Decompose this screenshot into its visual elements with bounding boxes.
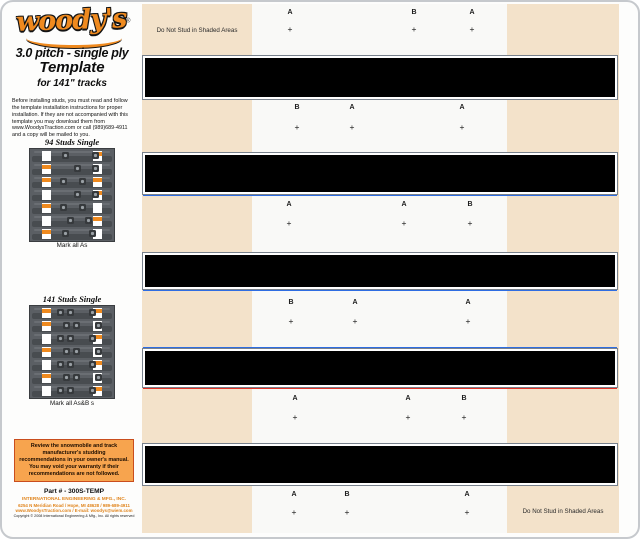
stud-letter: A [459,104,465,111]
stud-letter: B [288,299,294,306]
stud-plus-mark: + [464,507,470,517]
stud-letter: B [344,491,350,498]
part-number: Part # - 300S-TEMP [43,488,105,495]
template-area [142,4,619,533]
stud-letter: A [469,9,475,16]
copyright-notice: Copyright © 2008 International Engineering & Mfg., Inc. All rights reserved [13,514,135,518]
heading-141-studs: 141 Studs Single [42,294,102,304]
stud-plus-mark: + [459,122,465,132]
stud-letter: A [401,201,407,208]
stud-plus-mark: + [465,316,471,326]
stud-plus-mark: + [401,218,407,228]
stud-letter: A [287,9,293,16]
stud-letter: B [294,104,300,111]
company-website: www.WoodysTraction.com / E-mail: woodys@wiem.com [15,508,133,513]
stud-plus-mark: + [352,316,358,326]
instructions-text: Before installing studs, you must read and follow the template installation instructions for proper installation. If they are not accompanied with this template you may download them from www.WoodysTraction.com or call (989)689-4911 and a copy will be mailed to you. [12,98,128,139]
page-title-line1: 3.0 pitch - single ply [15,46,129,60]
company-address: 6254 N Meridian Road / Hope, MI 48628 / 989-689-4911 [18,502,130,508]
stud-plus-mark: + [405,412,411,422]
stud-letter: B [467,201,473,208]
woodys-logo [10,5,136,36]
caption-mark-all-as: Mark all As [56,242,88,249]
logo-text: woody's [15,3,127,38]
heading-94-studs: 94 Studs Single [44,137,100,147]
stud-plus-mark: + [467,218,473,228]
stud-plus-mark: + [411,24,417,34]
stud-letter: A [286,201,292,208]
stud-plus-mark: + [288,316,294,326]
stud-bar [143,153,617,194]
stud-letter: A [352,299,358,306]
shaded-note-bottom: Do Not Stud in Shaded Areas [522,508,604,515]
stud-plus-mark: + [291,507,297,517]
stud-plus-mark: + [294,122,300,132]
caption-mark-all-asb: Mark all As&B s [49,400,95,407]
page-title-line2: Template [39,59,105,76]
page-title-line3: for 141" tracks [37,78,107,89]
stud-letter: A [349,104,355,111]
track-image-94 [29,148,115,242]
registered-mark: ® [125,18,131,25]
stud-bar [143,444,617,485]
stud-letter: A [405,395,411,402]
stud-bar [143,349,617,387]
stud-plus-mark: + [469,24,475,34]
stud-plus-mark: + [286,218,292,228]
shaded-note-top: Do Not Stud in Shaded Areas [156,27,238,34]
track-image-141 [29,305,115,399]
stud-bar [143,253,617,289]
stud-letter: B [411,9,417,16]
stud-letter: A [291,491,297,498]
stud-plus-mark: + [287,24,293,34]
stud-plus-mark: + [344,507,350,517]
stud-letter: B [461,395,467,402]
stud-letter: A [465,299,471,306]
stud-bar [143,56,617,99]
stud-plus-mark: + [349,122,355,132]
stud-letter: A [464,491,470,498]
stud-plus-mark: + [461,412,467,422]
company-name: INTERNATIONAL ENGINEERING & MFG., INC. [21,496,127,502]
warranty-warning-box: Review the snowmobile and track manufacturer's studding recommendations in your owner's manual. You may void your warranty if their recommendations are not followed. [14,439,134,482]
stud-plus-mark: + [292,412,298,422]
sidebar [2,2,142,537]
stud-letter: A [292,395,298,402]
